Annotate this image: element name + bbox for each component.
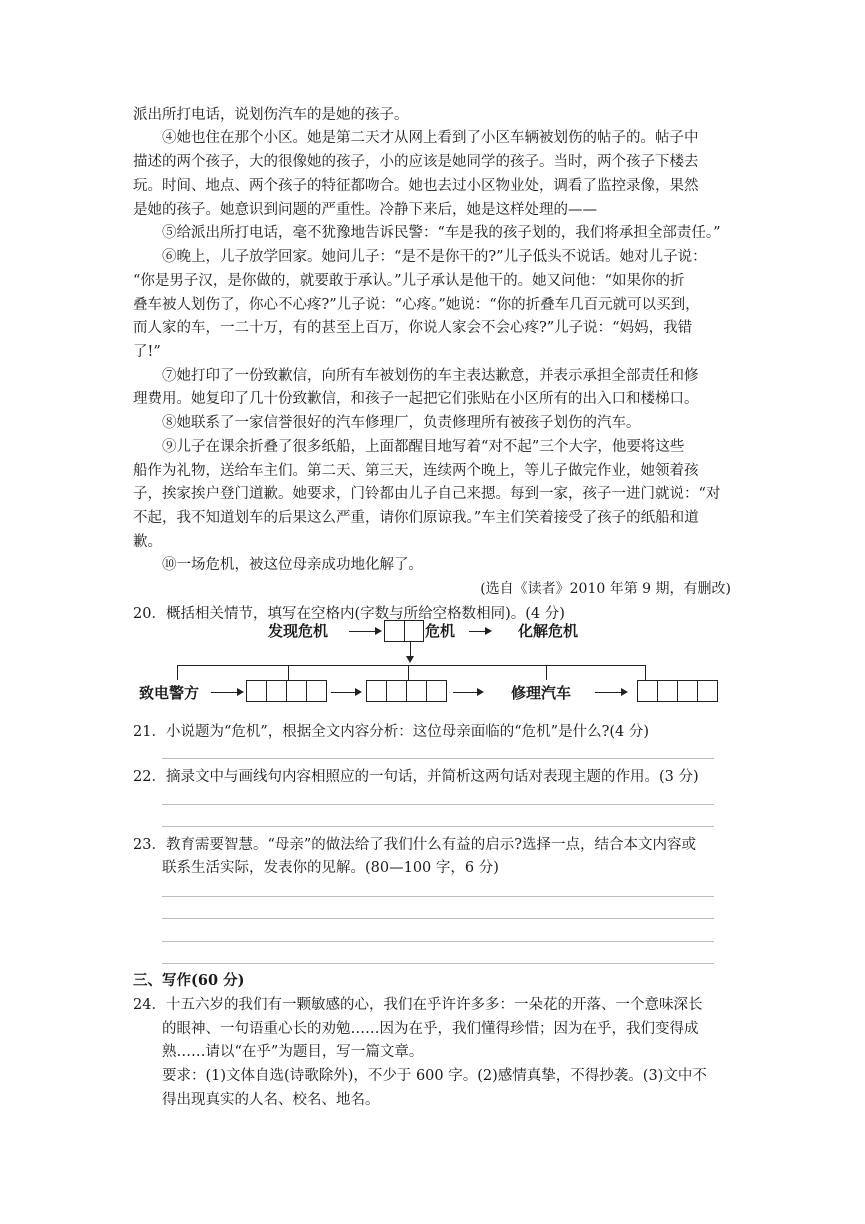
passage-line: ⑨儿子在课余折叠了很多纸船，上面都醒目地写着“对不起”三个大字，他要将这些 bbox=[162, 439, 685, 455]
arrow-line bbox=[349, 631, 376, 632]
branch-drop bbox=[408, 665, 409, 680]
question-23: 23．教育需要智慧。“母亲”的做法给了我们什么有益的启示?选择一点，结合本文内容或 bbox=[133, 837, 697, 853]
arrow-head bbox=[375, 627, 382, 635]
diagram-crisis: 危机 bbox=[425, 622, 456, 640]
passage-line: 了!” bbox=[133, 344, 161, 360]
writing-line: 的眼神、一句语重心长的劝勉……因为在乎，我们懂得珍惜；因为在乎，我们变得成 bbox=[162, 1021, 699, 1037]
arrow-line bbox=[211, 692, 238, 693]
question-23-cont: 联系生活实际，发表你的见解。(80—100 字，6 分) bbox=[162, 860, 499, 876]
branch-drop bbox=[177, 665, 178, 680]
arrow-line bbox=[469, 631, 486, 632]
writing-line: 熟……请以“在乎”为题目，写一篇文章。 bbox=[162, 1044, 424, 1060]
arrow-line bbox=[453, 692, 478, 693]
arrow-head bbox=[355, 688, 362, 696]
arrow-line bbox=[331, 692, 356, 693]
section-title: 三、写作(60 分) bbox=[133, 972, 245, 989]
diagram-call-police: 致电警方 bbox=[139, 684, 200, 702]
branch-drop bbox=[546, 665, 547, 680]
passage-line: “你是男子汉，是你做的，就要敢于承认。”儿子承认是他干的。她又问他：“如果你的折 bbox=[133, 273, 685, 289]
passage-line: 而人家的车，一二十万，有的甚至上百万，你说人家会不会心疼?”儿子说：“妈妈，我错 bbox=[133, 320, 693, 336]
passage-line: 叠车被人划伤了，你心不心疼?”儿子说：“心疼。”她说：“你的折叠车几百元就可以买到， bbox=[133, 297, 700, 313]
answer-line[interactable] bbox=[162, 896, 714, 897]
passage-line: 派出所打电话，说划伤汽车的是她的孩子。 bbox=[133, 107, 409, 123]
passage-source: (选自《读者》2010 年第 9 期，有删改) bbox=[480, 581, 731, 597]
question-20: 20．概括相关情节，填写在空格内(字数与所给空格数相同)。(4 分) bbox=[133, 606, 565, 622]
answer-line[interactable] bbox=[162, 918, 714, 919]
passage-line: 是她的孩子。她意识到问题的严重性。冷静下来后，她是这样处理的—— bbox=[133, 202, 597, 218]
passage-line: ⑦她打印了一份致歉信，向所有车被划伤的车主表达歉意，并表示承担全部责任和修 bbox=[162, 368, 699, 384]
answer-line[interactable] bbox=[162, 826, 714, 827]
arrow-head bbox=[477, 688, 484, 696]
writing-line: 24．十五六岁的我们有一颗敏感的心，我们在乎许许多多：一朵花的开落、一个意味深长 bbox=[133, 997, 703, 1013]
answer-line[interactable] bbox=[162, 963, 714, 964]
branch-line bbox=[177, 665, 645, 666]
passage-line: ⑤给派出所打电话，毫不犹豫地告诉民警：“车是我的孩子划的，我们将承担全部责任。” bbox=[162, 225, 721, 241]
passage-line: 子，挨家挨户登门道歉。她要求，门铃都由儿子自己来摁。每到一家，孩子一进门就说：“对 bbox=[133, 486, 721, 502]
question-22: 22．摘录文中与画线句内容相照应的一句话，并简析这两句话对表现主题的作用。(3 分) bbox=[133, 769, 699, 785]
diagram-resolve-crisis: 化解危机 bbox=[518, 622, 579, 640]
passage-line: ⑥晚上，儿子放学回家。她问儿子：“是不是你干的?”儿子低头不说话。她对儿子说： bbox=[162, 249, 707, 265]
question-21: 21．小说题为“危机”，根据全文内容分析：这位母亲面临的“危机”是什么?(4 分) bbox=[133, 724, 650, 740]
writing-line: 要求：(1)文体自选(诗歌除外)，不少于 600 字。(2)感情真挚，不得抄袭。(3)文中不 bbox=[162, 1068, 707, 1084]
passage-line: 歉。 bbox=[133, 534, 162, 550]
answer-box-step5[interactable] bbox=[637, 680, 718, 702]
passage-line: 船作为礼物，送给车主们。第二天、第三天，连续两个晚上，等儿子做完作业，她领着孩 bbox=[133, 463, 699, 479]
passage-line: ⑩一场危机，被这位母亲成功地化解了。 bbox=[162, 557, 423, 573]
arrow-head bbox=[485, 627, 492, 635]
answer-line[interactable] bbox=[162, 804, 714, 805]
arrow-line bbox=[595, 692, 622, 693]
arrow-head bbox=[237, 688, 244, 696]
answer-box-crisis[interactable] bbox=[384, 620, 424, 642]
passage-line: 玩。时间、地点、两个孩子的特征都吻合。她也去过小区物业处，调看了监控录像，果然 bbox=[133, 178, 699, 194]
passage-line: 理费用。她复印了几十份致歉信，和孩子一起把它们张贴在小区所有的出入口和楼梯口。 bbox=[133, 391, 699, 407]
answer-box-step2[interactable] bbox=[246, 680, 327, 702]
branch-drop bbox=[645, 665, 646, 680]
passage-line: ④她也住在那个小区。她是第二天才从网上看到了小区车辆被划伤的帖子的。帖子中 bbox=[162, 130, 699, 146]
diagram-find-crisis: 发现危机 bbox=[268, 622, 329, 640]
passage-line: ⑧她联系了一家信誉很好的汽车修理厂，负责修理所有被孩子划伤的汽车。 bbox=[162, 415, 641, 431]
answer-line[interactable] bbox=[162, 941, 714, 942]
passage-line: 描述的两个孩子，大的很像她的孩子，小的应该是她同学的孩子。当时，两个孩子下楼去 bbox=[133, 154, 699, 170]
plot-diagram bbox=[133, 612, 733, 710]
answer-line[interactable] bbox=[162, 758, 714, 759]
answer-box-step3[interactable] bbox=[366, 680, 447, 702]
branch-drop bbox=[288, 665, 289, 680]
diagram-repair-cars: 修理汽车 bbox=[511, 684, 572, 702]
arrow-head bbox=[406, 656, 414, 663]
arrow-head bbox=[621, 688, 628, 696]
passage-line: 不起，我不知道划车的后果这么严重，请你们原谅我。”车主们笑着接受了孩子的纸船和道 bbox=[133, 510, 699, 526]
writing-line: 得出现真实的人名、校名、地名。 bbox=[162, 1092, 380, 1108]
